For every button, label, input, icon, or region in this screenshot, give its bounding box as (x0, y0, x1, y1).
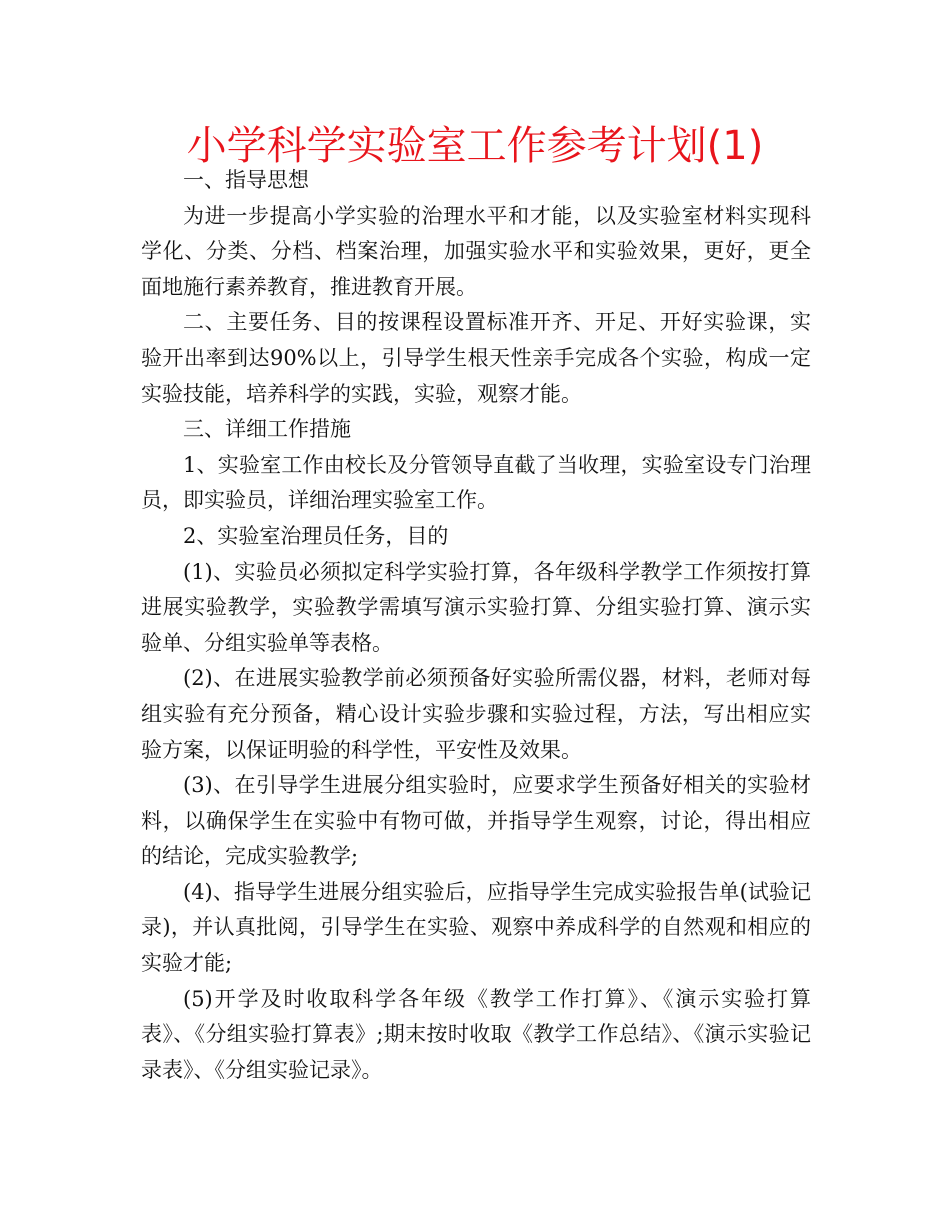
paragraph: 2、实验室治理员任务，目的 (183, 523, 449, 548)
paragraph: 二、主要任务、目的按课程设置标准开齐、开足、开好实验课，实验开出率到达90%以上，引导学生根天性亲手完成各个实验，构成一定实验技能，培养科学的实践，实验，观察才能。 (141, 310, 811, 406)
document-body (141, 163, 811, 1088)
document-title: 小学科学实验室工作参考计划(1) (186, 123, 764, 169)
paragraph: (4)、指导学生进展分组实验后，应指导学生完成实验报告单(试验记录)，并认真批阅，引导学生在实验、观察中养成科学的自然观和相应的实验才能; (141, 879, 811, 976)
paragraph: (5)开学及时收取科学各年级《教学工作打算》、《演示实验打算表》、《分组实验打算表》;期末按时收取《教学工作总结》、《演示实验记录表》、《分组实验记录》。 (141, 986, 811, 1082)
paragraph: (3)、在引导学生进展分组实验时，应要求学生预备好相关的实验材料，以确保学生在实验中有物可做，并指导学生观察，讨论，得出相应的结论，完成实验教学; (141, 773, 811, 869)
section-heading-guiding-ideology: 一、指导思想 (183, 168, 309, 192)
paragraph: 1、实验室工作由校长及分管领导直截了当收理，实验室设专门治理员，即实验员，详细治理实验室工作。 (141, 452, 811, 513)
section-heading-work-measures: 三、详细工作措施 (183, 417, 351, 442)
paragraph: 为进一步提高小学实验的治理水平和才能，以及实验室材料实现科学化、分类、分档、档案治理，加强实验水平和实验效果，更好，更全面地施行素养教育，推进教育开展。 (141, 203, 811, 299)
paragraph: (1)、实验员必须拟定科学实验打算，各年级科学教学工作须按打算进展实验教学，实验教学需填写演示实验打算、分组实验打算、演示实验单、分组实验单等表格。 (141, 559, 811, 655)
paragraph: (2)、在进展实验教学前必须预备好实验所需仪器，材料，老师对每组实验有充分预备，精心设计实验步骤和实验过程，方法，写出相应实验方案，以保证明验的科学性，平安性及效果。 (141, 666, 811, 762)
